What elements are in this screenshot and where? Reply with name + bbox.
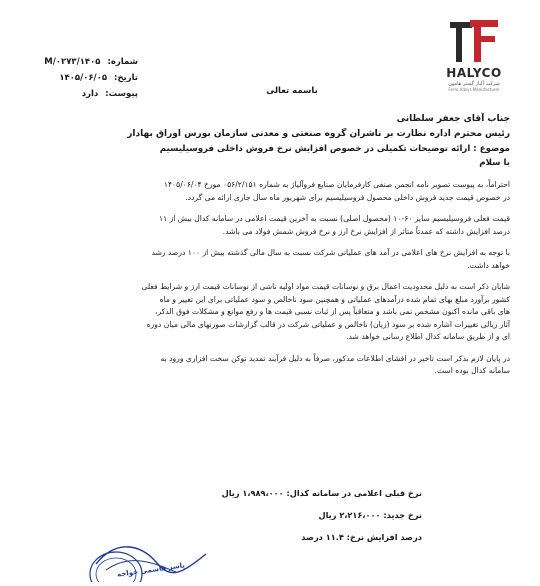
logo-name: HALYCO <box>446 66 502 80</box>
logo-subtitle-fa: شرکت آلیاژ گستر هامون <box>448 81 500 87</box>
paragraph-4-line-1: شایان ذکر است به دلیل محدودیت اعمال برق و نوسانات قیمت مواد اولیه ناشی از نوسانات قیمت ارز و شرایط فعلی <box>141 282 510 291</box>
paragraph-4-line-4: آثار ریالی تغییرات اشاره شده بر سود (زیان) ناخالص و عملیاتی شرکت در قالب گزارشات صورتهای مالی میان دوره <box>146 319 510 329</box>
paragraph-4-line-5: ای و از طریق سامانه کدال اطلاع رسانی خواهد شد. <box>346 332 510 341</box>
bismillah: باسمه تعالی <box>266 86 318 96</box>
paragraph-2-line-1: قیمت فعلی فروسیلیسیم سایز ۶۰-۱۰ (محصول اصلی) نسبت به آخرین قیمت اعلامی در سامانه کدال بیش از ۱۱ <box>158 214 510 223</box>
paragraph-1-line-2: در خصوص قیمت جدید فروش داخلی محصول فروسیلیسیم برای شهریور ماه سال جاری ارائه می گردد. <box>185 192 510 202</box>
letter-body <box>40 112 510 378</box>
paragraph-1 <box>40 179 510 204</box>
paragraph-3 <box>40 247 510 272</box>
letter-meta <box>38 54 138 102</box>
paragraph-4 <box>40 281 510 344</box>
recipient-title: رئیس محترم اداره نظارت بر ناشران گروه صنعتی و معدنی سازمان بورس اوراق بهادار <box>127 129 510 139</box>
company-logo <box>444 16 504 96</box>
rate-previous: نرخ قبلی اعلامی در سامانه کدال: ۱،۹۸۹،۰۰۰ ریال <box>221 488 422 498</box>
letter-number-value: ۱۴۰۵/M/۰۲۷۳ <box>44 57 101 67</box>
halyco-logo-icon <box>444 16 504 66</box>
paragraph-2 <box>40 213 510 238</box>
paragraph-3-line-1: با توجه به افزایش نرخ های اعلامی در آمد های عملیاتی شرکت نسبت به سال مالی گذشته بیش از ۱۰۰ درصد رشد <box>151 248 510 257</box>
letter-number-label: شماره: <box>107 57 138 67</box>
recipient-name: جناب آقای جعفر سلطانی <box>396 114 510 124</box>
letter-date-label: تاریخ: <box>114 73 138 83</box>
paragraph-2-line-2: درصد افزایش داشته که عمدتاً متاثر از افزایش نرخ ارز و نرخ فروش شمش فولاد می باشد. <box>222 226 510 236</box>
paragraph-3-line-2: خواهد داشت. <box>467 260 510 270</box>
signature-stamp <box>86 534 216 582</box>
letter-date-row <box>38 70 138 86</box>
paragraph-5 <box>40 353 510 378</box>
logo-subtitle-en: Ferro Alloys Manufacturer <box>448 87 500 92</box>
letter-attachment-value: دارد <box>81 89 99 99</box>
letter-date-value: ۱۴۰۵/۰۶/۰۵ <box>59 73 108 83</box>
paragraph-4-line-3: های باقی مانده اکنون مشخص نمی باشد و متعاقباً پس از ثبات نسبی قیمت ها و رفع موانع و مشکلات فوق الذکر، <box>155 307 510 316</box>
paragraph-5-line-2: سامانه کدال بوده است. <box>434 366 510 375</box>
greeting: با سلام <box>479 158 510 168</box>
stamp-name: یاسر قاسمی خواجه <box>116 561 186 579</box>
paragraph-4-line-2: کشور برآورد مبلغ بهای تمام شده درآمدهای عملیاتی و همچنین سود ناخالص و سود عملیاتی برای این تغییر و ماه <box>159 294 510 304</box>
letter-attachment-row <box>38 86 138 102</box>
rate-new: نرخ جدید: ۲،۲۱۶،۰۰۰ ریال <box>318 510 422 520</box>
letter-attachment-label: پیوست: <box>105 89 138 99</box>
rate-increase: درصد افزایش نرخ: ۱۱.۴ درصد <box>301 532 422 542</box>
letter-subject: موضوع : ارائه توضیحات تکمیلی در خصوص افزایش نرخ فروش داخلی فروسیلیسیم <box>159 144 510 154</box>
paragraph-1-line-1: احتراماً، به پیوست تصویر نامه انجمن صنفی کارفرمایان صنایع فروآلیاژ به شماره ۰۵۶/۲/۱۵۱ مورخ ۱۴۰۵/۰۶/۰۴ <box>163 180 510 189</box>
letter-number-row <box>38 54 138 70</box>
paragraph-5-line-1: در پایان لازم بذکر است تاخیر در افشای اطلاعات مذکور، صرفاً به دلیل فرآیند تمدید توکن سخت افزاری ورود به <box>160 353 510 363</box>
